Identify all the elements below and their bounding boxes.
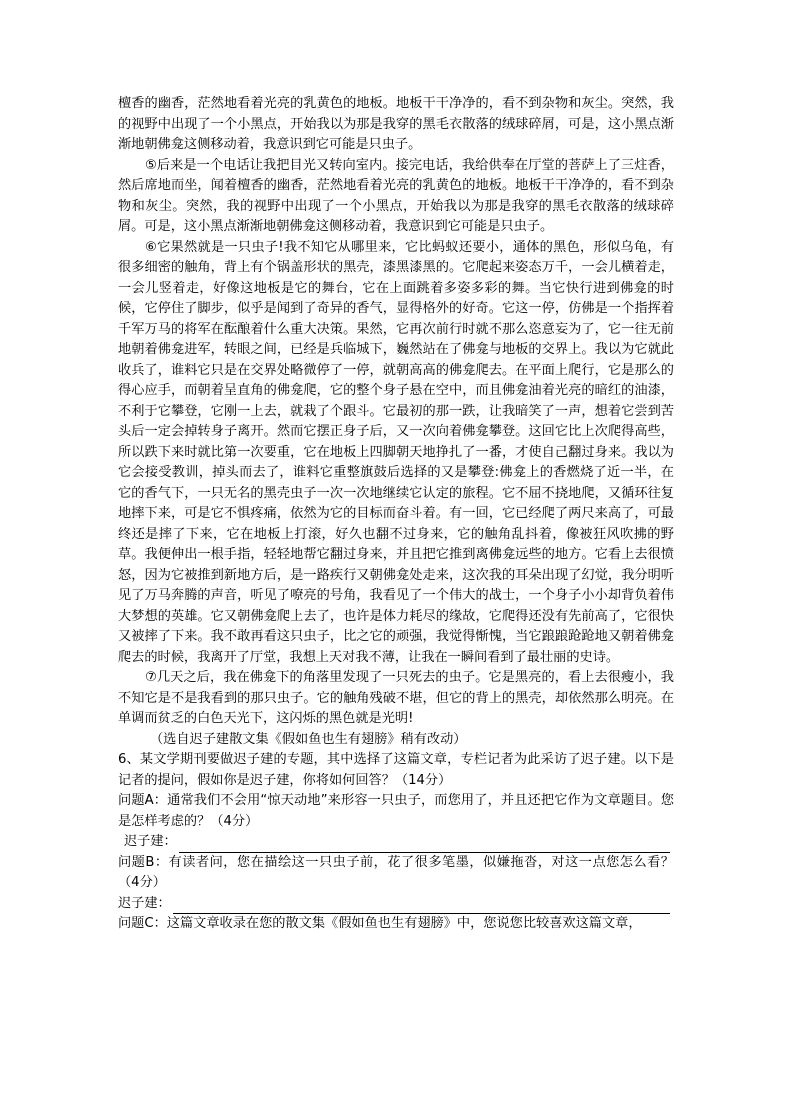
question-c: 问题C：这篇文章收录在您的散文集《假如鱼也生有翅膀》中，您说您比较喜欢这篇文章， xyxy=(118,916,642,931)
paragraph-7: ⑦几天之后，我在佛龛下的角落里发现了一只死去的虫子。它是黑亮的，看上去很瘦小，我不知它是不是我看到的那只虫子。它的触角残破不堪，但它的背上的黑壳，却依然那么明亮。在单调而贫乏的白色天光下，这闪烁的黑色就是光明! xyxy=(118,670,674,726)
answer-a-line[interactable] xyxy=(118,832,674,853)
question-a: 问题A：通常我们不会用“惊天动地”来形容一只虫子，而您用了，并且还把它作为文章题目。您是怎样考虑的？（4分） xyxy=(118,793,674,829)
document-page xyxy=(118,94,674,935)
answer-b-line[interactable] xyxy=(118,894,674,915)
question-6: 6、某文学期刊要做迟子建的专题，其中选择了这篇文章，专栏记者为此采访了迟子建。以下是记者的提问，假如你是迟子建，你将如何回答？（14分） xyxy=(118,752,674,788)
paragraph-6: ⑥它果然就是一只虫子!我不知它从哪里来，它比蚂蚁还要小，通体的黑色，形似乌龟，有很多细密的触角，背上有个锅盖形状的黑壳，漆黑漆黑的。它爬起来姿态万千，一会儿横着走，一会儿竖着走，好像这地板是它的舞台，它在上面跳着多姿多彩的舞。当它快行进到佛龛的时候，它停住了脚步，似乎是闻到了奇异的香气，显得格外的好奇。它这一停，仿佛是一个指挥着千军万马的将军在酝酿着什么重大决策。果然，它再次前行时就不那么恣意妄为了，它一往无前地朝着佛龛进军，转眼之间，已经是兵临城下，巍然站在了佛龛与地板的交界上。我以为它就此收兵了，谁料它只是在交界处略微停了一停，就朝高高的佛龛爬去。在平面上爬行，它是那么的得心应手，而朝着呈直角的佛龛爬，它的整个身子悬在空中，而且佛龛油着光亮的暗红的油漆，不利于它攀登，它刚一上去，就栽了个跟斗。它最初的那一跌，让我暗笑了一声，想着它尝到苦头后一定会掉转身子离开。然而它摆正身子后，又一次向着佛龛攀登。这回它比上次爬得高些，所以跌下来时就比第一次要重，它在地板上四脚朝天地挣扎了一番，才使自己翻过身来。我以为它会接受教训，掉头而去了，谁料它重整旗鼓后选择的又是攀登:佛龛上的香燃烧了近一半，在它的香气下，一只无名的黑壳虫子一次一次地继续它认定的旅程。它不屈不挠地爬，又循环往复地摔下来，可是它不惧疼痛，依然为它的目标而奋斗着。有一回，它已经爬了两尺来高了，可最终还是摔了下来，它在地板上打滚，好久也翻不过身来，它的触角乱抖着，像被狂风吹拂的野草。我便伸出一根手指，轻轻地帮它翻过身来，并且把它推到离佛龛远些的地方。它看上去很愤怒，因为它被推到新地方后，是一路疾行又朝佛龛处走来，这次我的耳朵出现了幻觉，我分明听见了万马奔腾的声音，听见了嘹亮的号角，我看见了一个伟大的战士，一个身子小小却背负着伟大梦想的英雄。它又朝佛龛爬上去了，也许是体力耗尽的缘故，它爬得还没有先前高了，它很快又被摔了下来。我不敢再看这只虫子，比之它的顽强，我觉得惭愧，当它踉踉跄跄地又朝着佛龛爬去的时候，我离开了厅堂，我想上天对我不薄，让我在一瞬间看到了最壮丽的史诗。 xyxy=(118,239,674,665)
answer-b-label: 迟子建： xyxy=(118,895,171,911)
question-b: 问题B：有读者问，您在描绘这一只虫子前，花了很多笔墨，似嫌拖沓，对这一点您怎么看？（4分） xyxy=(118,854,674,890)
paragraph-continued: 檀香的幽香，茫然地看着光亮的乳黄色的地板。地板干干净净的，看不到杂物和灰尘。突然，我的视野中出现了一个小黑点，开始我以为那是我穿的黑毛衣散落的绒球碎屑，可是，这小黑点渐渐地朝佛龛这侧移动着，我意识到它可能是只虫子。 xyxy=(118,96,674,152)
source-citation: （选自迟子建散文集《假如鱼也生有翅膀》稍有改动） xyxy=(150,731,467,747)
answer-a-label: 迟子建： xyxy=(124,834,177,849)
answer-b-blank[interactable] xyxy=(173,899,670,914)
paragraph-5: ⑤后来是一个电话让我把目光又转向室内。接完电话，我给供奉在厅堂的菩萨上了三炷香，然后席地而坐，闻着檀香的幽香，茫然地看着光亮的乳黄色的地板。地板干干净净的，看不到杂物和灰尘。突然，我的视野中出现了一个小黑点，开始我以为那是我穿的黑毛衣散落的绒球碎屑。可是，这小黑点渐渐地朝佛龛这侧移动着，我意识到它可能是只虫子。 xyxy=(118,157,674,234)
answer-a-blank[interactable] xyxy=(179,838,670,853)
